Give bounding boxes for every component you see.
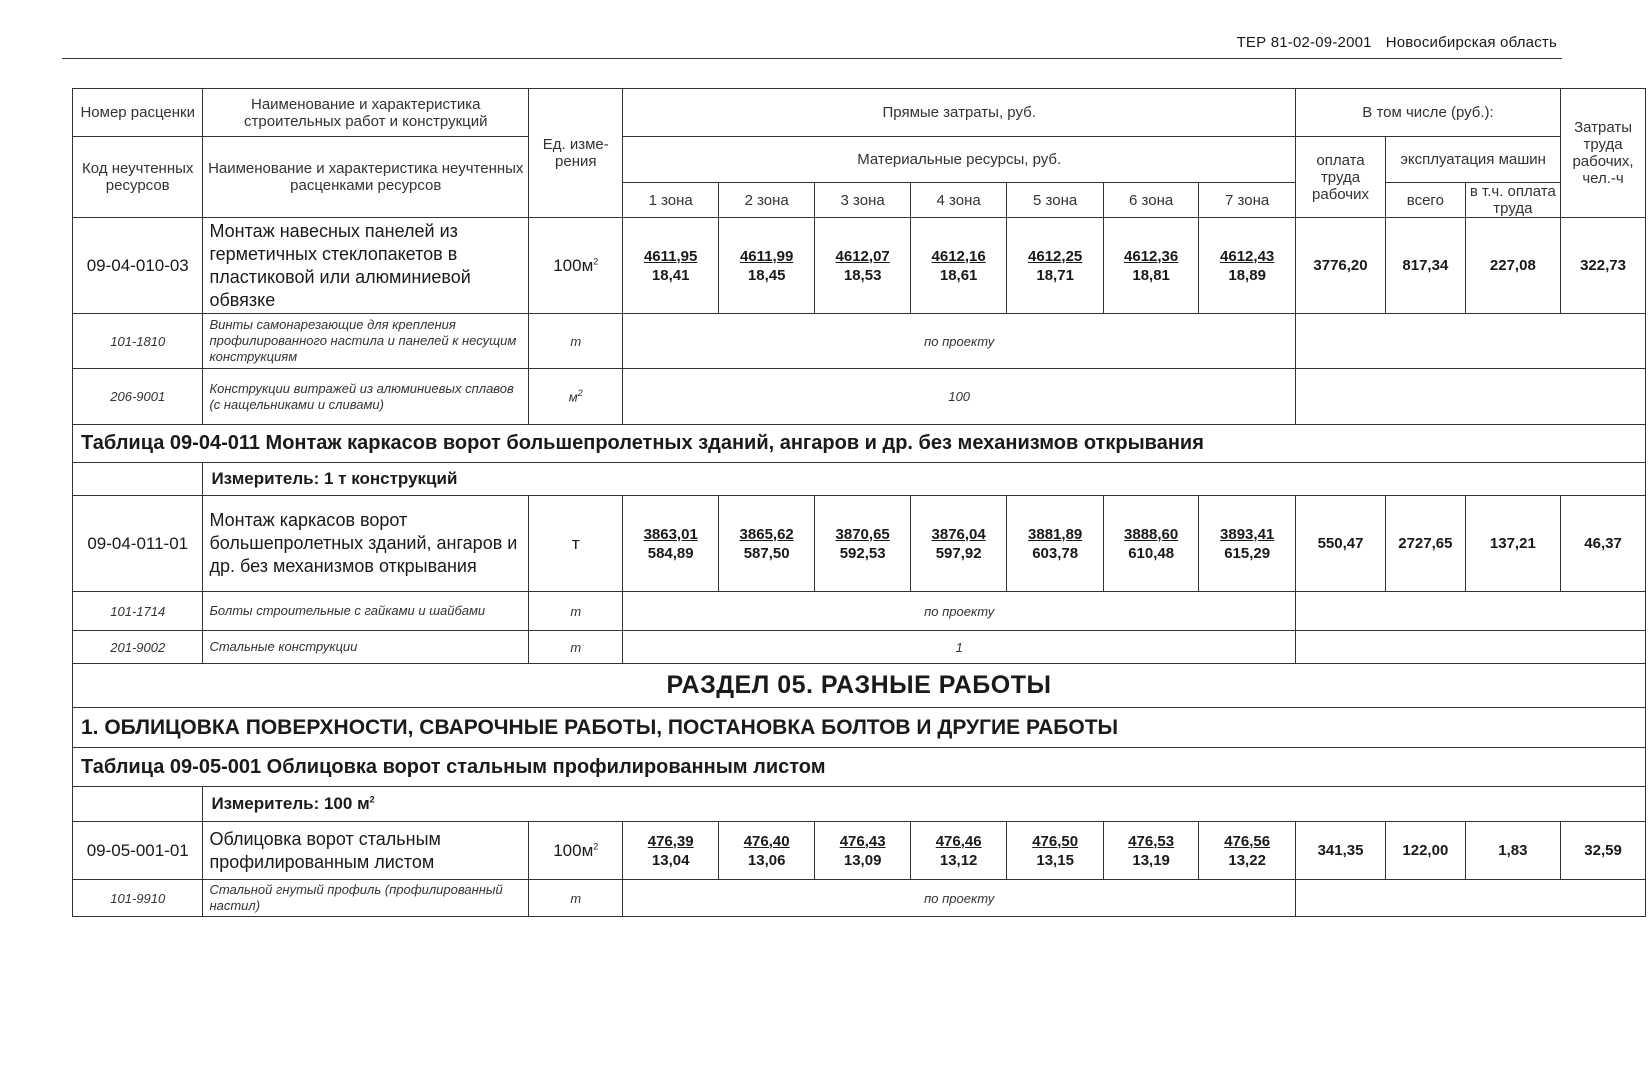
zone-6-value: 3888,60 610,48 [1103, 496, 1198, 592]
empty-cell [1295, 592, 1645, 631]
rate-name: Монтаж навесных панелей из герметичных стеклопакетов в пластиковой или алюминиевой обвязке [203, 218, 529, 314]
zone-7-value: 3893,41 615,29 [1199, 496, 1296, 592]
empty-cell [1295, 369, 1645, 425]
labor-value: 32,59 [1561, 822, 1646, 880]
resource-unit: т [529, 880, 623, 917]
rate-unit: $100м^2$ [529, 822, 623, 880]
empty-cell [1295, 880, 1645, 917]
zone-3-value: 4612,07 18,53 [815, 218, 910, 314]
measure-label: Измеритель: 100 $м^2$ [203, 787, 1646, 822]
col-direct-header: Прямые затраты, руб. [623, 89, 1295, 137]
header-rule [62, 58, 1562, 59]
resource-code: 206-9001 [73, 369, 203, 425]
resource-code: 101-9910 [73, 880, 203, 917]
table-row [73, 218, 1646, 314]
pay-value: 341,35 [1295, 822, 1385, 880]
zone-5-value: 3881,89 603,78 [1007, 496, 1104, 592]
rate-name: Монтаж каркасов ворот большепролетных зданий, ангаров и др. без механизмов открывания [203, 496, 529, 592]
zone-6-header: 6 зона [1103, 183, 1198, 218]
subsection-title: 1. ОБЛИЦОВКА ПОВЕРХНОСТИ, СВАРОЧНЫЕ РАБОТЫ, ПОСТАНОВКА БОЛТОВ И ДРУГИЕ РАБОТЫ [73, 708, 1646, 748]
resource-value: по проекту [623, 592, 1295, 631]
resource-row [73, 314, 1646, 369]
col-labor-header: Затраты труда рабочих, чел.-ч [1561, 89, 1646, 218]
col-total-header: всего [1386, 183, 1466, 218]
section-title: РАЗДЕЛ 05. РАЗНЫЕ РАБОТЫ [73, 664, 1646, 708]
document-header [1237, 34, 1557, 51]
table-title: Таблица 09-05-001 Облицовка ворот стальным профилированным листом [73, 748, 1646, 787]
table-row [73, 822, 1646, 880]
col-machines-header: эксплуатация машин [1386, 137, 1561, 183]
resource-row [73, 592, 1646, 631]
header-row-2 [73, 137, 1646, 183]
rate-code: 09-04-011-01 [73, 496, 203, 592]
resource-value: 100 [623, 369, 1295, 425]
zone-5-value: 476,50 13,15 [1007, 822, 1104, 880]
resource-code: 201-9002 [73, 631, 203, 664]
zone-1-value: 476,39 13,04 [623, 822, 718, 880]
labor-value: 46,37 [1561, 496, 1646, 592]
resource-name: Конструкции витражей из алюминиевых сплавов (с нащельниками и сливами) [203, 369, 529, 425]
resource-unit: $м^2$ [529, 369, 623, 425]
zone-3-value: 476,43 13,09 [815, 822, 910, 880]
col-pay-header: оплата труда рабочих [1295, 137, 1385, 218]
zone-1-header: 1 зона [623, 183, 718, 218]
zone-3-value: 3870,65 592,53 [815, 496, 910, 592]
resource-name: Стальные конструкции [203, 631, 529, 664]
resource-name: Болты строительные с гайками и шайбами [203, 592, 529, 631]
resource-code: 101-1714 [73, 592, 203, 631]
empty-cell [73, 787, 203, 822]
rate-code: 09-05-001-01 [73, 822, 203, 880]
rate-unit: т [529, 496, 623, 592]
machines-pay-value: 227,08 [1465, 218, 1560, 314]
table-row [73, 496, 1646, 592]
zone-7-value: 4612,43 18,89 [1199, 218, 1296, 314]
table-title-row [73, 748, 1646, 787]
empty-cell [73, 463, 203, 496]
zone-4-value: 3876,04 597,92 [910, 496, 1007, 592]
zone-6-value: 4612,36 18,81 [1103, 218, 1198, 314]
labor-value: 322,73 [1561, 218, 1646, 314]
col-incl-pay-header: в т.ч. оплата труда [1465, 183, 1560, 218]
zone-4-value: 476,46 13,12 [910, 822, 1007, 880]
resource-name: Винты самонарезающие для крепления профилированного настила и панелей к несущим конструкциям [203, 314, 529, 369]
zone-2-value: 4611,99 18,45 [718, 218, 815, 314]
zone-2-value: 476,40 13,06 [718, 822, 815, 880]
col-code-header: Код неучтенных ресурсов [73, 137, 203, 218]
region-name: Новосибирская область [1385, 34, 1557, 51]
machines-total-value: 817,34 [1386, 218, 1466, 314]
resource-row [73, 880, 1646, 917]
zone-2-header: 2 зона [718, 183, 815, 218]
rate-unit: $100м^2$ [529, 218, 623, 314]
zone-2-value: 3865,62 587,50 [718, 496, 815, 592]
zone-6-value: 476,53 13,19 [1103, 822, 1198, 880]
resource-unit: т [529, 631, 623, 664]
empty-cell [1295, 631, 1645, 664]
col-unit-header: Ед. изме- рения [529, 89, 623, 218]
subsection-row [73, 708, 1646, 748]
resource-name: Стальной гнутый профиль (профилированный настил) [203, 880, 529, 917]
doc-code: ТЕР 81-02-09-2001 [1236, 34, 1372, 51]
col-code-name-header: Наименование и характеристика неучтенных расценками ресурсов [203, 137, 529, 218]
zone-4-header: 4 зона [910, 183, 1007, 218]
zone-5-header: 5 зона [1007, 183, 1104, 218]
resource-unit: т [529, 314, 623, 369]
table-title-row [73, 425, 1646, 463]
resource-value: по проекту [623, 314, 1295, 369]
measure-row [73, 787, 1646, 822]
col-name-header: Наименование и характеристика строительных работ и конструкций [203, 89, 529, 137]
zone-4-value: 4612,16 18,61 [910, 218, 1007, 314]
table-title: Таблица 09-04-011 Монтаж каркасов ворот большепролетных зданий, ангаров и др. без механизмов открывания [73, 425, 1646, 463]
resource-unit: т [529, 592, 623, 631]
zone-5-value: 4612,25 18,71 [1007, 218, 1104, 314]
measure-row [73, 463, 1646, 496]
pay-value: 550,47 [1295, 496, 1385, 592]
col-number-header: Номер расценки [73, 89, 203, 137]
zone-3-header: 3 зона [815, 183, 910, 218]
zone-1-value: 3863,01 584,89 [623, 496, 718, 592]
machines-pay-value: 1,83 [1465, 822, 1560, 880]
empty-cell [1295, 314, 1645, 369]
col-materials-header: Материальные ресурсы, руб. [623, 137, 1295, 183]
machines-pay-value: 137,21 [1465, 496, 1560, 592]
zone-7-value: 476,56 13,22 [1199, 822, 1296, 880]
zone-7-header: 7 зона [1199, 183, 1296, 218]
measure-label: Измеритель: 1 т конструкций [203, 463, 1646, 496]
resource-value: 1 [623, 631, 1295, 664]
col-incl-header: В том числе (руб.): [1295, 89, 1560, 137]
header-row-1 [73, 89, 1646, 137]
resource-code: 101-1810 [73, 314, 203, 369]
machines-total-value: 122,00 [1386, 822, 1466, 880]
section-row [73, 664, 1646, 708]
rates-table [72, 88, 1646, 917]
resource-row [73, 631, 1646, 664]
rate-name: Облицовка ворот стальным профилированным листом [203, 822, 529, 880]
pay-value: 3776,20 [1295, 218, 1385, 314]
rate-code: 09-04-010-03 [73, 218, 203, 314]
resource-value: по проекту [623, 880, 1295, 917]
machines-total-value: 2727,65 [1386, 496, 1466, 592]
resource-row [73, 369, 1646, 425]
zone-1-value: 4611,95 18,41 [623, 218, 718, 314]
